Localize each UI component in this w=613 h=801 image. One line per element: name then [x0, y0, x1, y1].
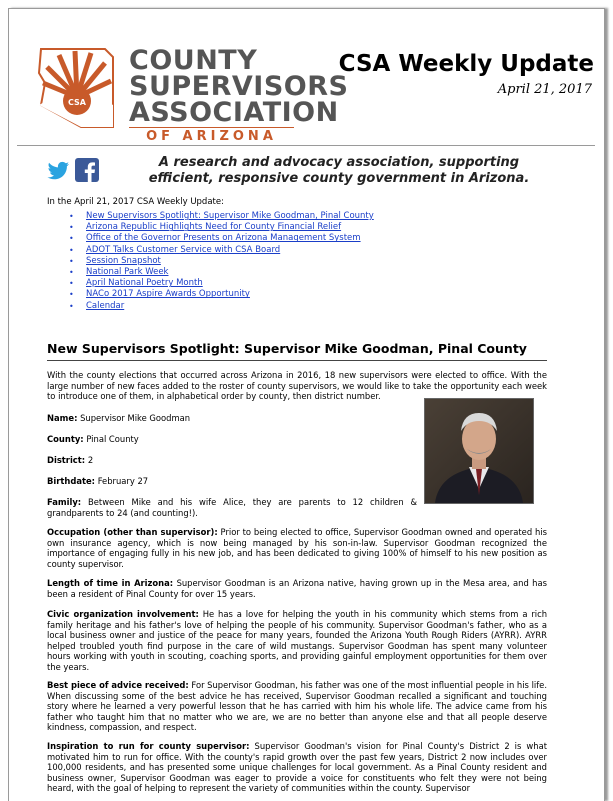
csa-logo — [33, 43, 133, 131]
toc-link[interactable]: NACo 2017 Aspire Awards Opportunity — [86, 289, 250, 300]
field-birthdate — [47, 476, 417, 487]
twitter-icon[interactable] — [47, 160, 71, 182]
toc-item — [69, 278, 374, 289]
tagline — [109, 155, 569, 187]
toc-item — [69, 267, 374, 278]
newsletter-page — [8, 8, 605, 801]
field-value: Supervisor Goodman's vision for Pinal County's District 2 is what motivated him to run for office. With the county's rapid growth over the past few years, District 2 now includes over 100,000 residents, and has presented some unique challenges for local government. As a Pinal County resident and business owner, Supervisor Goodman was eager to provide a voice for constituents who felt they were not being heard, with the goal of helping to represent the variety of communities within the county. Supervisor — [47, 741, 547, 793]
toc-link[interactable]: Calendar — [86, 300, 125, 311]
field-label: Birthdate: — [47, 476, 96, 486]
field-value: Pinal County — [86, 434, 139, 444]
field-label: Inspiration to run for county supervisor: — [47, 741, 250, 751]
toc-link[interactable]: Session Snapshot — [86, 255, 161, 266]
article-title: New Supervisors Spotlight: Supervisor Mike Goodman, Pinal County — [47, 341, 527, 356]
toc-link[interactable]: National Park Week — [86, 267, 169, 278]
toc-item — [69, 256, 374, 267]
field-label: Length of time in Arizona: — [47, 578, 174, 588]
toc-item — [69, 211, 374, 222]
field-value: 2 — [87, 455, 94, 465]
field-label: Name: — [47, 413, 78, 423]
org-name-sub: OF ARIZONA — [129, 127, 294, 144]
field-value: Between Mike and his wife Alice, they are parents to 12 children & grandparents to 24 (and counting!). — [47, 497, 418, 518]
logo-badge: CSA — [68, 98, 86, 107]
field-label: Best piece of advice received: — [47, 680, 189, 690]
header-divider — [17, 145, 595, 146]
facebook-icon[interactable] — [75, 158, 99, 182]
newsletter-title: CSA Weekly Update — [338, 51, 594, 77]
toc-link[interactable]: Office of the Governor Presents on Arizona Management System — [86, 233, 361, 244]
field-occupation — [47, 527, 547, 569]
toc-link[interactable]: ADOT Talks Customer Service with CSA Board — [86, 244, 281, 255]
field-label: Occupation (other than supervisor): — [47, 527, 218, 537]
tagline-line1: A research and advocacy association, supporting — [158, 155, 520, 170]
newsletter-header — [9, 9, 604, 144]
toc-item — [69, 289, 374, 300]
org-name-line2: SUPERVISORS — [129, 71, 349, 102]
toc-item — [69, 233, 374, 244]
field-label: District: — [47, 455, 86, 465]
field-best-advice — [47, 680, 547, 733]
field-value: February 27 — [97, 476, 149, 486]
toc-link[interactable]: New Supervisors Spotlight: Supervisor Mike Goodman, Pinal County — [86, 211, 374, 221]
field-county — [47, 434, 417, 445]
table-of-contents — [69, 211, 374, 312]
social-links — [47, 157, 103, 183]
article-title-rule — [47, 360, 547, 361]
field-value: For Supervisor Goodman, his father was one of the most influential people in his life. When discussing some of the best advice he has received, Supervisor Goodman recalled a significant and touching story where he learned a very powerful lesson that he has carried with him his whole life. The advice came from his father who taught him that no matter who we are, we are no better than anyone else and that all people deserve kindness, compassion, and respect. — [47, 680, 547, 732]
field-family — [47, 497, 417, 518]
field-civic-involvement — [47, 609, 547, 672]
field-value: Prior to being elected to office, Supervisor Goodman owned and operated his own insurance agency, which is now being managed by his son-in-law. Supervisor Goodman recognized the importance of engaging fully in his new job, and has been dedicated to giving 100% of himself to his new position as county supervisor. — [47, 527, 547, 569]
toc-item — [69, 245, 374, 256]
org-name-line1: COUNTY — [129, 45, 258, 76]
portrait-image — [425, 399, 533, 503]
toc-intro: In the April 21, 2017 CSA Weekly Update: — [47, 197, 224, 207]
toc-item — [69, 222, 374, 233]
field-length-in-arizona — [47, 578, 547, 599]
field-value: He has a love for helping the youth in his community which stems from a rich family heritage and his father's love of helping the people of his community. Supervisor Goodman's father, who as a local business owner and justice of the peace for many years, founded the Arizona Youth Rough Riders (AYRR). AYRR helped troubled youth find purpose in the care of wild mustangs. Supervisor Goodman has spent many volunteer hours working with youth in scouting, coaching sports, and providing gainful employment opportunities for them over the years. — [47, 609, 548, 672]
field-inspiration — [47, 741, 547, 794]
tagline-line2: efficient, responsive county government in Arizona. — [148, 171, 530, 186]
toc-link[interactable]: Arizona Republic Highlights Need for County Financial Relief — [86, 222, 342, 233]
field-name — [47, 413, 417, 424]
field-value: Supervisor Goodman is an Arizona native, having grown up in the Mesa area, and has been a resident of Pinal County for over 15 years. — [47, 578, 547, 599]
field-label: Family: — [47, 497, 82, 507]
toc-link[interactable]: April National Poetry Month — [86, 278, 203, 289]
org-name-line3: ASSOCIATION — [129, 97, 339, 128]
article-intro: With the county elections that occurred across Arizona in 2016, 18 new supervisors were elected to office. With the large number of new faces added to the roster of county supervisors, we would like to take the opportunity each week to introduce one of them, in alphabetical order by county, then district number. — [47, 370, 547, 401]
field-label: Civic organization involvement: — [47, 609, 199, 619]
toc-item — [69, 301, 374, 312]
field-district — [47, 455, 417, 466]
newsletter-date: April 21, 2017 — [497, 82, 592, 97]
field-label: County: — [47, 434, 84, 444]
field-value: Supervisor Mike Goodman — [80, 413, 191, 423]
supervisor-photo — [424, 398, 534, 504]
